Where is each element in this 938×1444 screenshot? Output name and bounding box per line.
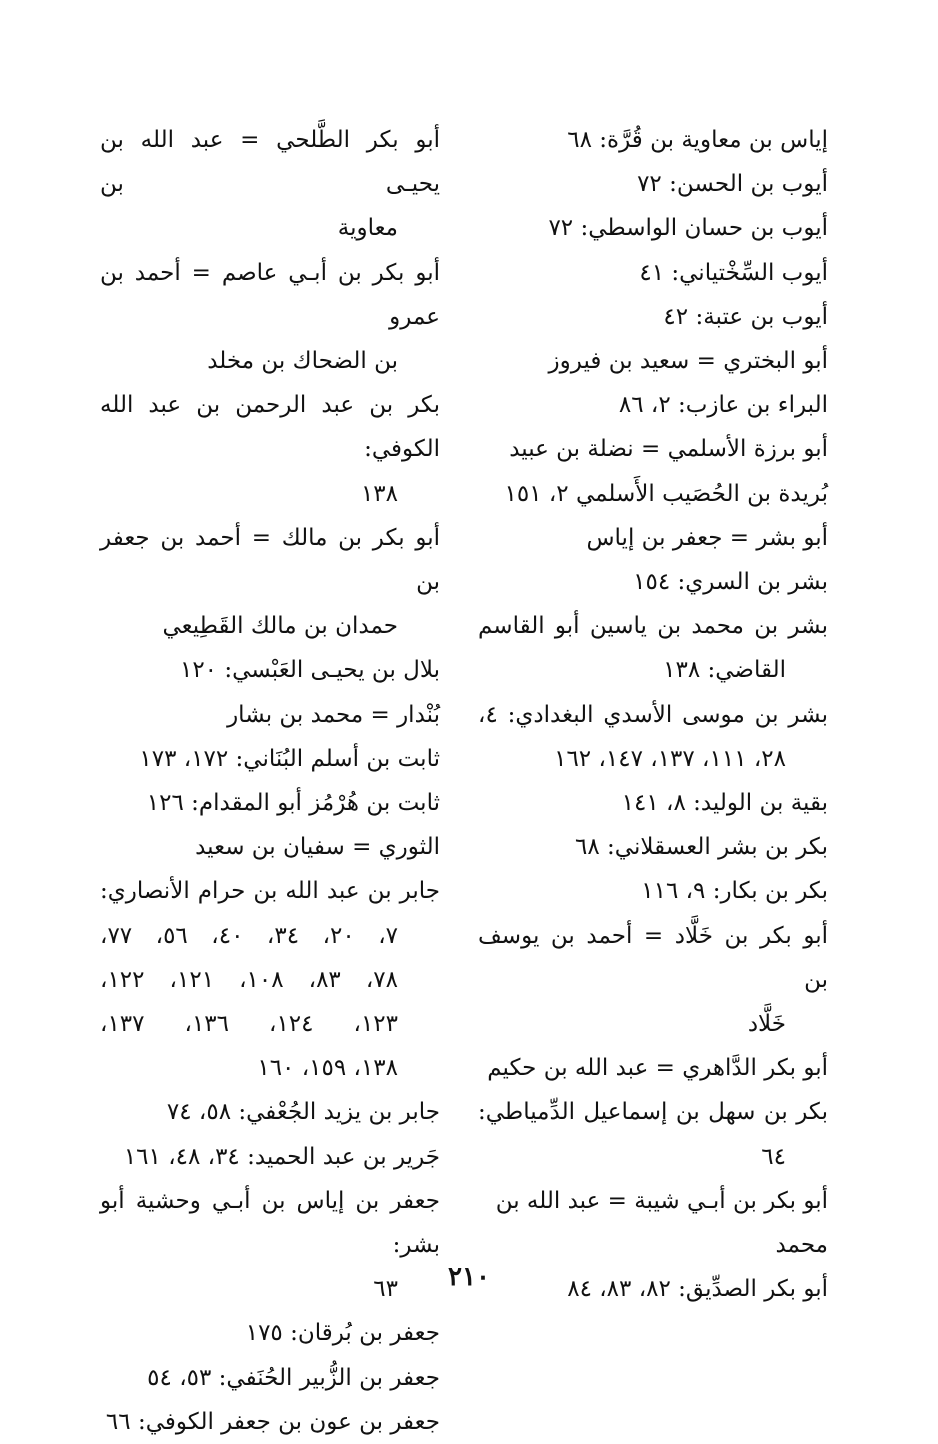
- page-number: ٢١٠: [448, 1262, 490, 1292]
- index-entry-heading: بكر بن بشر العسقلاني: ٦٨: [575, 834, 828, 861]
- index-entry-continuation: ٧٨، ٨٣، ١٠٨، ١٢١، ١٢٢،: [100, 966, 398, 993]
- index-entry: [478, 162, 828, 206]
- index-entry-heading: أبو بكر الصدِّيق: ٨٢، ٨٣، ٨٤: [567, 1276, 828, 1303]
- index-entry-continuation: ١٣٨، ١٥٩، ١٦٠: [257, 1055, 398, 1082]
- index-entry: [478, 1046, 828, 1090]
- index-entry: [478, 1179, 828, 1267]
- index-entry-continuation: معاوية: [337, 215, 398, 242]
- index-entry: [100, 1090, 440, 1134]
- index-entry-heading: إياس بن معاوية بن قُرَّة: ٦٨: [567, 127, 828, 153]
- index-entry-heading: البراء بن عازب: ٢، ٨٦: [618, 392, 828, 419]
- index-entry: [478, 869, 828, 913]
- index-entry: [478, 781, 828, 825]
- index-entry: [478, 472, 828, 516]
- index-entry: [478, 339, 828, 383]
- index-entry-heading: بشر بن موسى الأسدي البغدادي: ٤،: [478, 701, 828, 728]
- index-entry: [478, 251, 828, 295]
- index-entry: [100, 251, 440, 384]
- index-entry-continuation: ١٢٣، ١٢٤، ١٣٦، ١٣٧،: [100, 1011, 398, 1038]
- index-entry-continuation: بن الضحاك بن مخلد: [207, 348, 398, 375]
- index-entry: [478, 206, 828, 250]
- index-entry: [478, 825, 828, 869]
- index-entry: [100, 383, 440, 516]
- index-entry: [100, 118, 440, 251]
- index-entry-heading: جابر بن عبد الله بن حرام الأنصاري:: [100, 878, 440, 905]
- index-entry-heading: أبو بكر بن أبـي عاصم = أحمد بن عمرو: [100, 259, 440, 330]
- index-entry-heading: بكر بن سهل بن إسماعيل الدِّمياطي:: [478, 1099, 828, 1126]
- index-entry-heading: أبو بكر بن أبـي شيبة = عبد الله بن محمد: [495, 1187, 828, 1259]
- index-entry-heading: جعفر بن الزُّبير الحُنَفي: ٥٣، ٥٤: [147, 1364, 440, 1391]
- index-entry-heading: بكر بن بكار: ٩، ١١٦: [641, 878, 828, 905]
- index-entry: [100, 781, 440, 825]
- index-entry: [100, 1400, 440, 1444]
- index-entry-heading: بقية بن الوليد: ٨، ١٤١: [621, 790, 828, 817]
- index-entry: [478, 604, 828, 692]
- index-entry: [478, 693, 828, 781]
- index-entry-heading: أبو بكر الطَّلحي = عبد الله بن يحيـى بن: [100, 127, 440, 198]
- index-entry-heading: أيوب السِّخْتياني: ٤١: [639, 259, 828, 286]
- index-entry-heading: بلال بن يحيـى العَبْسي: ١٢٠: [179, 657, 440, 684]
- index-entry-heading: أبو بشر = جعفر بن إياس: [586, 524, 828, 551]
- index-column-right: [478, 118, 828, 1311]
- index-entry-heading: أيوب بن الحسن: ٧٢: [637, 171, 828, 198]
- index-entry: [100, 516, 440, 649]
- index-entry-heading: جعفر بن إياس بن أبـي وحشية أبو بشر:: [100, 1187, 440, 1259]
- index-entry-continuation: ٢٨، ١١١، ١٣٧، ١٤٧، ١٦٢: [554, 745, 786, 772]
- index-entry-heading: أبو برزة الأسلمي = نضلة بن عبيد: [509, 436, 828, 463]
- index-entry-continuation: القاضي: ١٣٨: [663, 657, 786, 684]
- index-entry: [478, 516, 828, 560]
- index-entry: [100, 648, 440, 692]
- index-entry-heading: ثابت بن أسلم البُنَاني: ١٧٢، ١٧٣: [139, 745, 440, 772]
- index-entry: [478, 295, 828, 339]
- index-entry: [100, 1135, 440, 1179]
- index-entry-heading: بشر بن محمد بن ياسين أبو القاسم: [478, 613, 828, 640]
- index-entry: [478, 383, 828, 427]
- index-column-left: [100, 118, 440, 1444]
- index-entry-heading: ثابت بن هُرْمُز أبو المقدام: ١٢٦: [146, 790, 440, 817]
- index-entry-heading: أبو بكر الدَّاهري = عبد الله بن حكيم: [487, 1055, 828, 1082]
- index-entry-heading: أيوب بن حسان الواسطي: ٧٢: [548, 215, 828, 242]
- index-entry-heading: جَرير بن عبد الحميد: ٣٤، ٤٨، ١٦١: [123, 1143, 440, 1170]
- index-entry-heading: جعفر بن بُرقان: ١٧٥: [245, 1320, 440, 1347]
- index-entry: [100, 693, 440, 737]
- index-entry-continuation: ١٣٨: [360, 480, 398, 507]
- index-entry-continuation: ٦٣: [373, 1276, 398, 1303]
- index-entry-continuation: خَلَّاد: [747, 1011, 786, 1038]
- index-entry: [100, 869, 440, 1090]
- index-entry-continuation: ٦٤: [761, 1143, 786, 1170]
- index-entry-heading: بُنْدار = محمد بن بشار: [227, 701, 440, 728]
- index-entry: [478, 1090, 828, 1178]
- index-entry-heading: بكر بن عبد الرحمن بن عبد الله الكوفي:: [100, 392, 440, 463]
- index-entry: [100, 1356, 440, 1400]
- index-entry-heading: بُريدة بن الحُصَيب الأَسلمي ٢، ١٥١: [504, 480, 828, 507]
- index-entry-continuation: حمدان بن مالك القَطِيعي: [162, 613, 398, 640]
- index-entry: [478, 427, 828, 471]
- index-entry: [478, 914, 828, 1047]
- index-entry: [100, 1311, 440, 1355]
- index-entry: [100, 737, 440, 781]
- index-entry-heading: أبو بكر بن مالك = أحمد بن جعفر بن: [100, 524, 440, 596]
- index-entry: [100, 825, 440, 869]
- index-entry: [478, 118, 828, 162]
- index-entry-heading: أبو البختري = سعيد بن فيروز: [548, 348, 828, 375]
- index-entry-continuation: ٧، ٢٠، ٣٤، ٤٠، ٥٦، ٧٧،: [100, 922, 398, 949]
- index-entry-heading: أبو بكر بن خَلَّاد = أحمد بن يوسف بن: [478, 922, 828, 993]
- index-entry-heading: جعفر بن عون بن جعفر الكوفي: ٦٦: [105, 1408, 440, 1435]
- index-entry: [478, 560, 828, 604]
- index-entry-heading: بشر بن السري: ١٥٤: [633, 569, 828, 596]
- index-entry-heading: جابر بن يزيد الجُعْفي: ٥٨، ٧٤: [166, 1099, 440, 1126]
- index-entry-heading: أيوب بن عتبة: ٤٢: [663, 303, 828, 330]
- index-entry-heading: الثوري = سفيان بن سعيد: [195, 834, 440, 861]
